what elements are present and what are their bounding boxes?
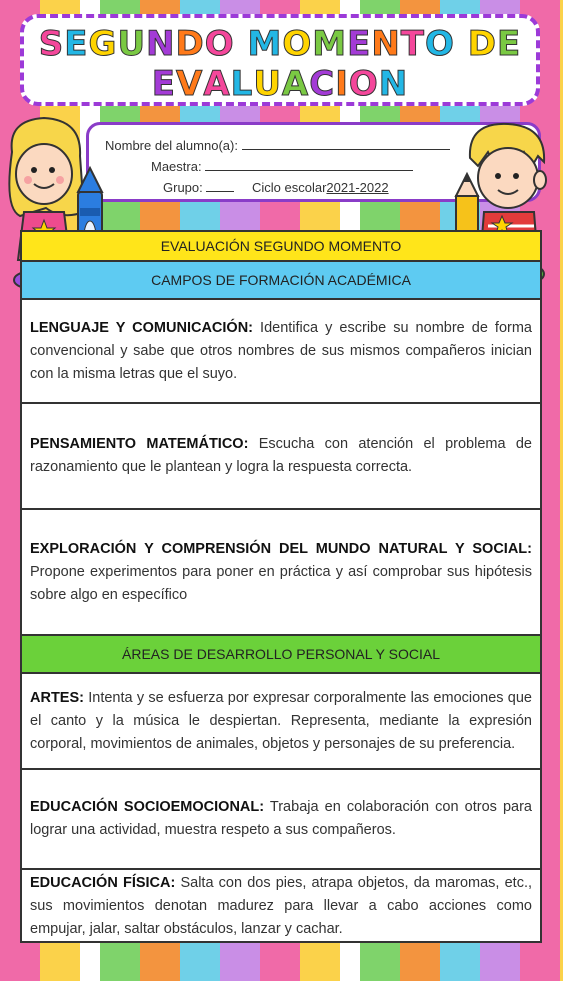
title-letter: M: [312, 24, 348, 64]
title-letter: G: [88, 24, 118, 64]
row-text: Salta con dos pies, atrapa objetos, da maromas, etc., sus movimientos denotan madurez para llevar a cabo acciones como empujar, jalar, saltar obstáculos, lanzar y cachar.: [30, 875, 533, 937]
title-line-2: [24, 64, 536, 104]
row-title: LENGUAJE Y COMUNICACIÓN:: [30, 319, 254, 336]
group-field[interactable]: [206, 179, 234, 192]
row-exploracion: [22, 510, 540, 636]
row-text: Escucha con atención el problema de razonamiento que le plantean y logra la respuesta correcta.: [30, 436, 532, 475]
title-letter: D: [175, 24, 205, 64]
title-letter: O: [282, 24, 313, 64]
title-letter: U: [253, 64, 282, 104]
row-title: EDUCACIÓN FÍSICA:: [30, 875, 176, 891]
title-letter: N: [371, 24, 401, 64]
title-letter: O: [204, 24, 235, 64]
title-letter: M: [247, 24, 283, 64]
row-socioemocional: [22, 770, 540, 870]
teacher-row: [151, 158, 413, 174]
title-letter: [455, 24, 468, 64]
row-title: EDUCACIÓN SOCIOEMOCIONAL:: [30, 799, 265, 815]
name-label: Nombre del alumno(a):: [105, 138, 238, 153]
row-educacion-fisica: [22, 870, 540, 943]
header-personal-social: ÁREAS DE DESARROLLO PERSONAL Y SOCIAL: [22, 636, 540, 674]
title-line-1: [24, 24, 536, 64]
title-letter: D: [467, 24, 497, 64]
row-text: Propone experimentos para poner en práctica y así comprobar sus hipótesis sobre algo en específico: [30, 563, 532, 603]
row-text: Identifica y escribe su nombre de forma convencional y sabe que otros nombres de sus mismos compañeros inician con la misma letras que el suyo.: [30, 319, 532, 382]
cycle-label: Ciclo escolar: [252, 180, 327, 195]
title-letter: N: [146, 24, 176, 64]
title-letter: A: [281, 64, 310, 104]
title-letter: U: [117, 24, 147, 64]
title-banner: [20, 14, 540, 106]
row-pensamiento: [22, 404, 540, 510]
name-field[interactable]: [242, 137, 450, 150]
row-artes: [22, 674, 540, 770]
cycle-value: 2021-2022: [326, 180, 389, 195]
title-letter: S: [38, 24, 65, 64]
row-text: Trabaja en colaboración con otros para lograr una actividad, muestra respeto a sus compañeros.: [30, 799, 532, 838]
evaluation-table: [20, 230, 542, 943]
title-letter: [235, 24, 248, 64]
group-label: Grupo:: [163, 180, 203, 195]
teacher-field[interactable]: [205, 158, 413, 171]
title-letter: A: [203, 64, 231, 104]
row-text: Intenta y se esfuerza por expresar corporalmente las emociones que el canto y la música le despiertan. Representa, mediante la expresión corporal, movimientos de animales, objetos y personajes de su preferencia.: [30, 689, 532, 752]
title-letter: E: [347, 24, 372, 64]
title-letter: E: [64, 24, 89, 64]
title-letter: V: [175, 64, 204, 104]
title-letter: T: [400, 24, 425, 64]
row-title: EXPLORACIÓN Y COMPRENSIÓN DEL MUNDO NATURAL Y SOCIAL:: [30, 540, 532, 557]
group-row: [163, 179, 389, 195]
header-academic-fields: CAMPOS DE FORMACIÓN ACADÉMICA: [22, 262, 540, 300]
title-letter: L: [230, 64, 254, 104]
row-title: PENSAMIENTO MATEMÁTICO:: [30, 436, 249, 452]
teacher-label: Maestra:: [151, 159, 202, 174]
title-letter: E: [151, 64, 176, 104]
row-title: ARTES:: [30, 689, 84, 706]
title-letter: N: [378, 64, 409, 104]
title-letter: C: [309, 64, 336, 104]
row-lenguaje: [22, 300, 540, 404]
header-evaluation: EVALUACIÓN SEGUNDO MOMENTO: [22, 232, 540, 262]
title-letter: O: [425, 24, 455, 64]
title-letter: I: [335, 64, 349, 104]
title-letter: O: [348, 64, 379, 104]
name-row: [105, 137, 450, 153]
title-letter: E: [496, 24, 522, 64]
